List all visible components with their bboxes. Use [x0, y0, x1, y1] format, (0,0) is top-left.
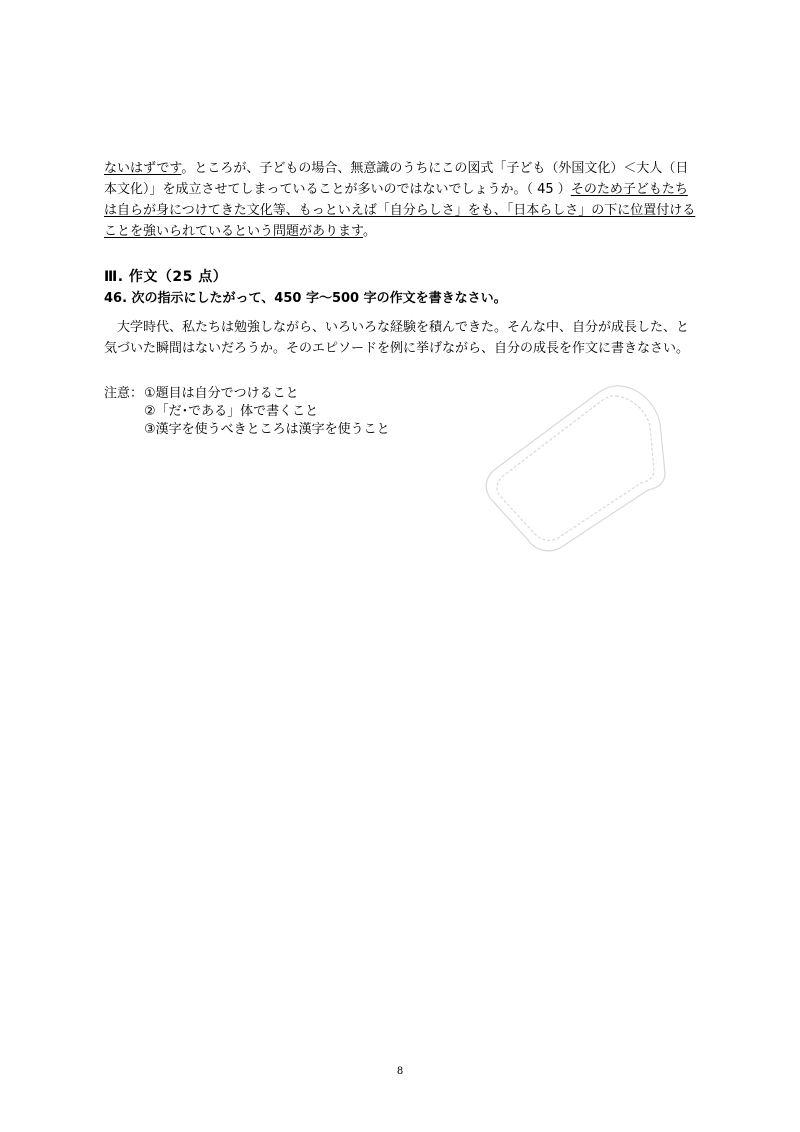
reading-passage [104, 158, 696, 242]
section-heading: Ⅲ. 作文（25 点） [104, 269, 228, 285]
underlined-text: そのため子どもたちは自らが身につけてきた文化等、もっといえば「自分らしさ」をも、「日本らしさ」の下に位置付けることを強いられているという問題があります [104, 182, 696, 239]
note-text: ③漢字を使うべきところは漢字を使うこと [144, 422, 390, 437]
note-item [104, 403, 390, 421]
underlined-text: ないはずです [104, 161, 182, 176]
page-number: 8 [396, 1066, 404, 1077]
faint-stamp-mark [470, 378, 670, 553]
passage-paragraph [104, 158, 696, 242]
note-text: ②「だ･である」体で書くこと [144, 404, 319, 419]
essay-instruction: 大学時代、私たちは勉強しながら、いろいろな経験を積んできた。そんな中、自分が成長した、と気づいた瞬間はないだろうか。そのエピソードを例に挙げながら、自分の成長を作文に書きなさい。 [104, 320, 690, 356]
passage-text: 。ところが、子どもの場合、無意識のうちにこの図式「子ども（外国文化）＜大人（日本文化）」を成立させてしまっていることが多いのではないでしょうか。（ 45 ） [104, 161, 689, 197]
note-text: ①題目は自分でつけること [144, 386, 299, 401]
notes-label: 注意： [104, 386, 144, 401]
passage-text: 。 [362, 224, 376, 239]
note-item [104, 421, 390, 439]
note-item [104, 385, 390, 403]
question-prompt: 46. 次の指示にしたがって、450 字～500 字の作文を書きなさい。 [104, 291, 507, 306]
notes-block [104, 385, 390, 439]
